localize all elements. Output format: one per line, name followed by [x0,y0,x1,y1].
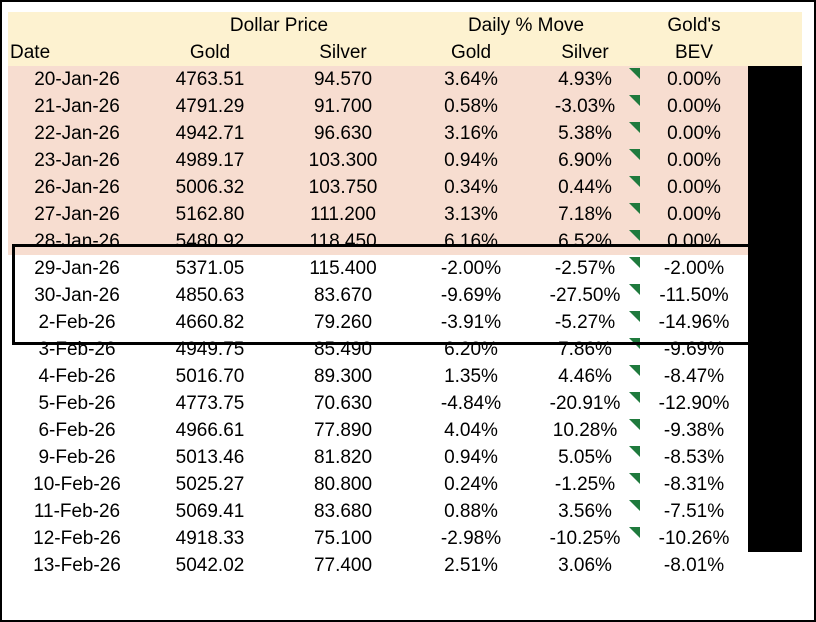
green-triangle-icon [629,176,640,187]
cell-bev: -10.26% [640,525,748,552]
header-silver-price: Silver [274,39,412,66]
cell-gold-move: 0.58% [412,93,530,120]
cell-date: 22-Jan-26 [8,120,146,147]
cell-silver-price: 80.800 [274,471,412,498]
cell-bev: 0.00% [640,201,748,228]
table-row[interactable] [8,66,802,93]
cell-date: 21-Jan-26 [8,93,146,120]
cell-date: 5-Feb-26 [8,390,146,417]
cell-date: 30-Jan-26 [8,282,146,309]
header-date: Date [8,39,146,66]
cell-bev: -14.96% [640,309,748,336]
table-body [8,66,802,579]
cell-silver-price: 103.300 [274,147,412,174]
cell-silver-price: 91.700 [274,93,412,120]
cell-silver-move: 0.44% [530,174,640,201]
row-marker-block [748,552,802,579]
cell-silver-price: 111.200 [274,201,412,228]
table-row[interactable] [8,552,802,579]
cell-bev: -8.01% [640,552,748,579]
cell-bev: -9.69% [640,336,748,363]
cell-silver-move: -2.57% [530,255,640,282]
cell-silver-price: 79.260 [274,309,412,336]
cell-gold-price: 5016.70 [146,363,274,390]
cell-bev: 0.00% [640,66,748,93]
cell-gold-price: 4949.75 [146,336,274,363]
header-bev: BEV [640,39,748,66]
cell-gold-move: -2.98% [412,525,530,552]
cell-gold-move: 3.13% [412,201,530,228]
cell-silver-price: 115.400 [274,255,412,282]
cell-gold-move: -2.00% [412,255,530,282]
cell-silver-move: 10.28% [530,417,640,444]
cell-silver-move: 4.46% [530,363,640,390]
table-row[interactable] [8,147,802,174]
cell-silver-price: 94.570 [274,66,412,93]
cell-gold-move: 0.94% [412,147,530,174]
green-triangle-icon [629,365,640,376]
cell-gold-move: 2.51% [412,552,530,579]
cell-gold-price: 5042.02 [146,552,274,579]
cell-silver-move: -5.27% [530,309,640,336]
cell-silver-price: 81.820 [274,444,412,471]
row-marker-block [748,471,802,498]
row-marker-block [748,417,802,444]
table-row[interactable] [8,282,802,309]
header-silver-move: Silver [530,39,640,66]
cell-gold-price: 4989.17 [146,147,274,174]
cell-gold-price: 4850.63 [146,282,274,309]
row-marker-block [748,228,802,255]
cell-silver-price: 96.630 [274,120,412,147]
row-marker-block [748,525,802,552]
price-table [8,12,802,579]
cell-gold-move: 3.64% [412,66,530,93]
row-marker-block [748,498,802,525]
cell-date: 3-Feb-26 [8,336,146,363]
table-row[interactable] [8,498,802,525]
cell-gold-price: 4763.51 [146,66,274,93]
row-marker-block [748,309,802,336]
cell-bev: -11.50% [640,282,748,309]
green-triangle-icon [629,500,640,511]
green-triangle-icon [629,68,640,79]
cell-bev: -8.47% [640,363,748,390]
table-row[interactable] [8,120,802,147]
row-marker-block [748,444,802,471]
cell-silver-move: 5.38% [530,120,640,147]
cell-silver-price: 118.450 [274,228,412,255]
cell-date: 2-Feb-26 [8,309,146,336]
cell-date: 28-Jan-26 [8,228,146,255]
table-row[interactable] [8,363,802,390]
row-marker-block [748,390,802,417]
table-header [8,12,802,66]
cell-silver-move: 3.06% [530,552,640,579]
cell-silver-move: 7.86% [530,336,640,363]
green-triangle-icon [629,446,640,457]
cell-silver-price: 77.890 [274,417,412,444]
cell-silver-move: 6.90% [530,147,640,174]
cell-bev: -7.51% [640,498,748,525]
cell-bev: 0.00% [640,93,748,120]
row-marker-block [748,66,802,93]
header-group-row [8,12,802,39]
cell-gold-price: 4918.33 [146,525,274,552]
cell-bev: -12.90% [640,390,748,417]
row-marker-block [748,282,802,309]
cell-gold-move: 3.16% [412,120,530,147]
table-row[interactable] [8,417,802,444]
cell-silver-move: 4.93% [530,66,640,93]
cell-silver-move: 7.18% [530,201,640,228]
table-row[interactable] [8,201,802,228]
cell-bev: -8.31% [640,471,748,498]
cell-silver-price: 77.400 [274,552,412,579]
cell-gold-price: 5025.27 [146,471,274,498]
cell-date: 11-Feb-26 [8,498,146,525]
header-empty-cell [8,12,146,39]
green-triangle-icon [629,392,640,403]
cell-bev: 0.00% [640,120,748,147]
header-dollar-price: Dollar Price [146,12,412,39]
cell-silver-move: -3.03% [530,93,640,120]
cell-gold-price: 4942.71 [146,120,274,147]
cell-bev: 0.00% [640,228,748,255]
cell-date: 12-Feb-26 [8,525,146,552]
header-gold-move: Gold [412,39,530,66]
green-triangle-icon [629,473,640,484]
header-sub-spacer-cell [748,39,802,66]
header-spacer-cell [748,12,802,39]
green-triangle-icon [629,527,640,538]
cell-date: 10-Feb-26 [8,471,146,498]
cell-gold-move: 6.20% [412,336,530,363]
cell-date: 6-Feb-26 [8,417,146,444]
cell-silver-move: -20.91% [530,390,640,417]
cell-gold-price: 5480.92 [146,228,274,255]
cell-silver-price: 70.630 [274,390,412,417]
header-daily-move: Daily % Move [412,12,640,39]
cell-date: 26-Jan-26 [8,174,146,201]
cell-silver-price: 103.750 [274,174,412,201]
table-row[interactable] [8,471,802,498]
row-marker-block [748,174,802,201]
cell-date: 4-Feb-26 [8,363,146,390]
cell-bev: -8.53% [640,444,748,471]
cell-bev: -9.38% [640,417,748,444]
green-triangle-icon [629,311,640,322]
table-row[interactable] [8,228,802,255]
cell-silver-move: 5.05% [530,444,640,471]
header-sub-row [8,39,802,66]
cell-gold-price: 4966.61 [146,417,274,444]
header-golds: Gold's [640,12,748,39]
table-row[interactable] [8,255,802,282]
cell-bev: -2.00% [640,255,748,282]
cell-gold-price: 4660.82 [146,309,274,336]
cell-gold-price: 5069.41 [146,498,274,525]
cell-gold-price: 5162.80 [146,201,274,228]
cell-silver-price: 83.670 [274,282,412,309]
table-row[interactable] [8,336,802,363]
cell-gold-price: 4773.75 [146,390,274,417]
table-row[interactable] [8,525,802,552]
header-gold-price: Gold [146,39,274,66]
cell-gold-move: 0.94% [412,444,530,471]
cell-gold-move: 6.16% [412,228,530,255]
cell-silver-move: 6.52% [530,228,640,255]
cell-date: 13-Feb-26 [8,552,146,579]
cell-date: 29-Jan-26 [8,255,146,282]
row-marker-block [748,336,802,363]
cell-date: 20-Jan-26 [8,66,146,93]
cell-silver-move: -1.25% [530,471,640,498]
cell-silver-price: 85.490 [274,336,412,363]
cell-gold-move: 4.04% [412,417,530,444]
cell-silver-price: 83.680 [274,498,412,525]
green-triangle-icon [629,257,640,268]
row-marker-block [748,147,802,174]
cell-bev: 0.00% [640,174,748,201]
green-triangle-icon [629,95,640,106]
green-triangle-icon [629,122,640,133]
cell-gold-price: 5006.32 [146,174,274,201]
cell-gold-price: 5371.05 [146,255,274,282]
cell-gold-move: -3.91% [412,309,530,336]
cell-date: 23-Jan-26 [8,147,146,174]
row-marker-block [748,93,802,120]
cell-silver-price: 75.100 [274,525,412,552]
cell-gold-price: 5013.46 [146,444,274,471]
table-row[interactable] [8,390,802,417]
green-triangle-icon [629,338,640,349]
cell-gold-move: 0.88% [412,498,530,525]
cell-gold-move: 0.24% [412,471,530,498]
green-triangle-icon [629,149,640,160]
green-triangle-icon [629,203,640,214]
green-triangle-icon [629,284,640,295]
row-marker-block [748,120,802,147]
row-marker-block [748,201,802,228]
cell-gold-move: -9.69% [412,282,530,309]
cell-date: 27-Jan-26 [8,201,146,228]
table-row[interactable] [8,444,802,471]
green-triangle-icon [629,230,640,241]
cell-silver-move: -27.50% [530,282,640,309]
cell-silver-price: 89.300 [274,363,412,390]
row-marker-block [748,255,802,282]
row-marker-block [748,363,802,390]
table-row[interactable] [8,93,802,120]
cell-gold-move: -4.84% [412,390,530,417]
cell-gold-move: 0.34% [412,174,530,201]
cell-gold-move: 1.35% [412,363,530,390]
table-row[interactable] [8,174,802,201]
cell-bev: 0.00% [640,147,748,174]
cell-gold-price: 4791.29 [146,93,274,120]
green-triangle-icon [629,419,640,430]
cell-silver-move: 3.56% [530,498,640,525]
cell-silver-move: -10.25% [530,525,640,552]
table-row[interactable] [8,309,802,336]
cell-date: 9-Feb-26 [8,444,146,471]
